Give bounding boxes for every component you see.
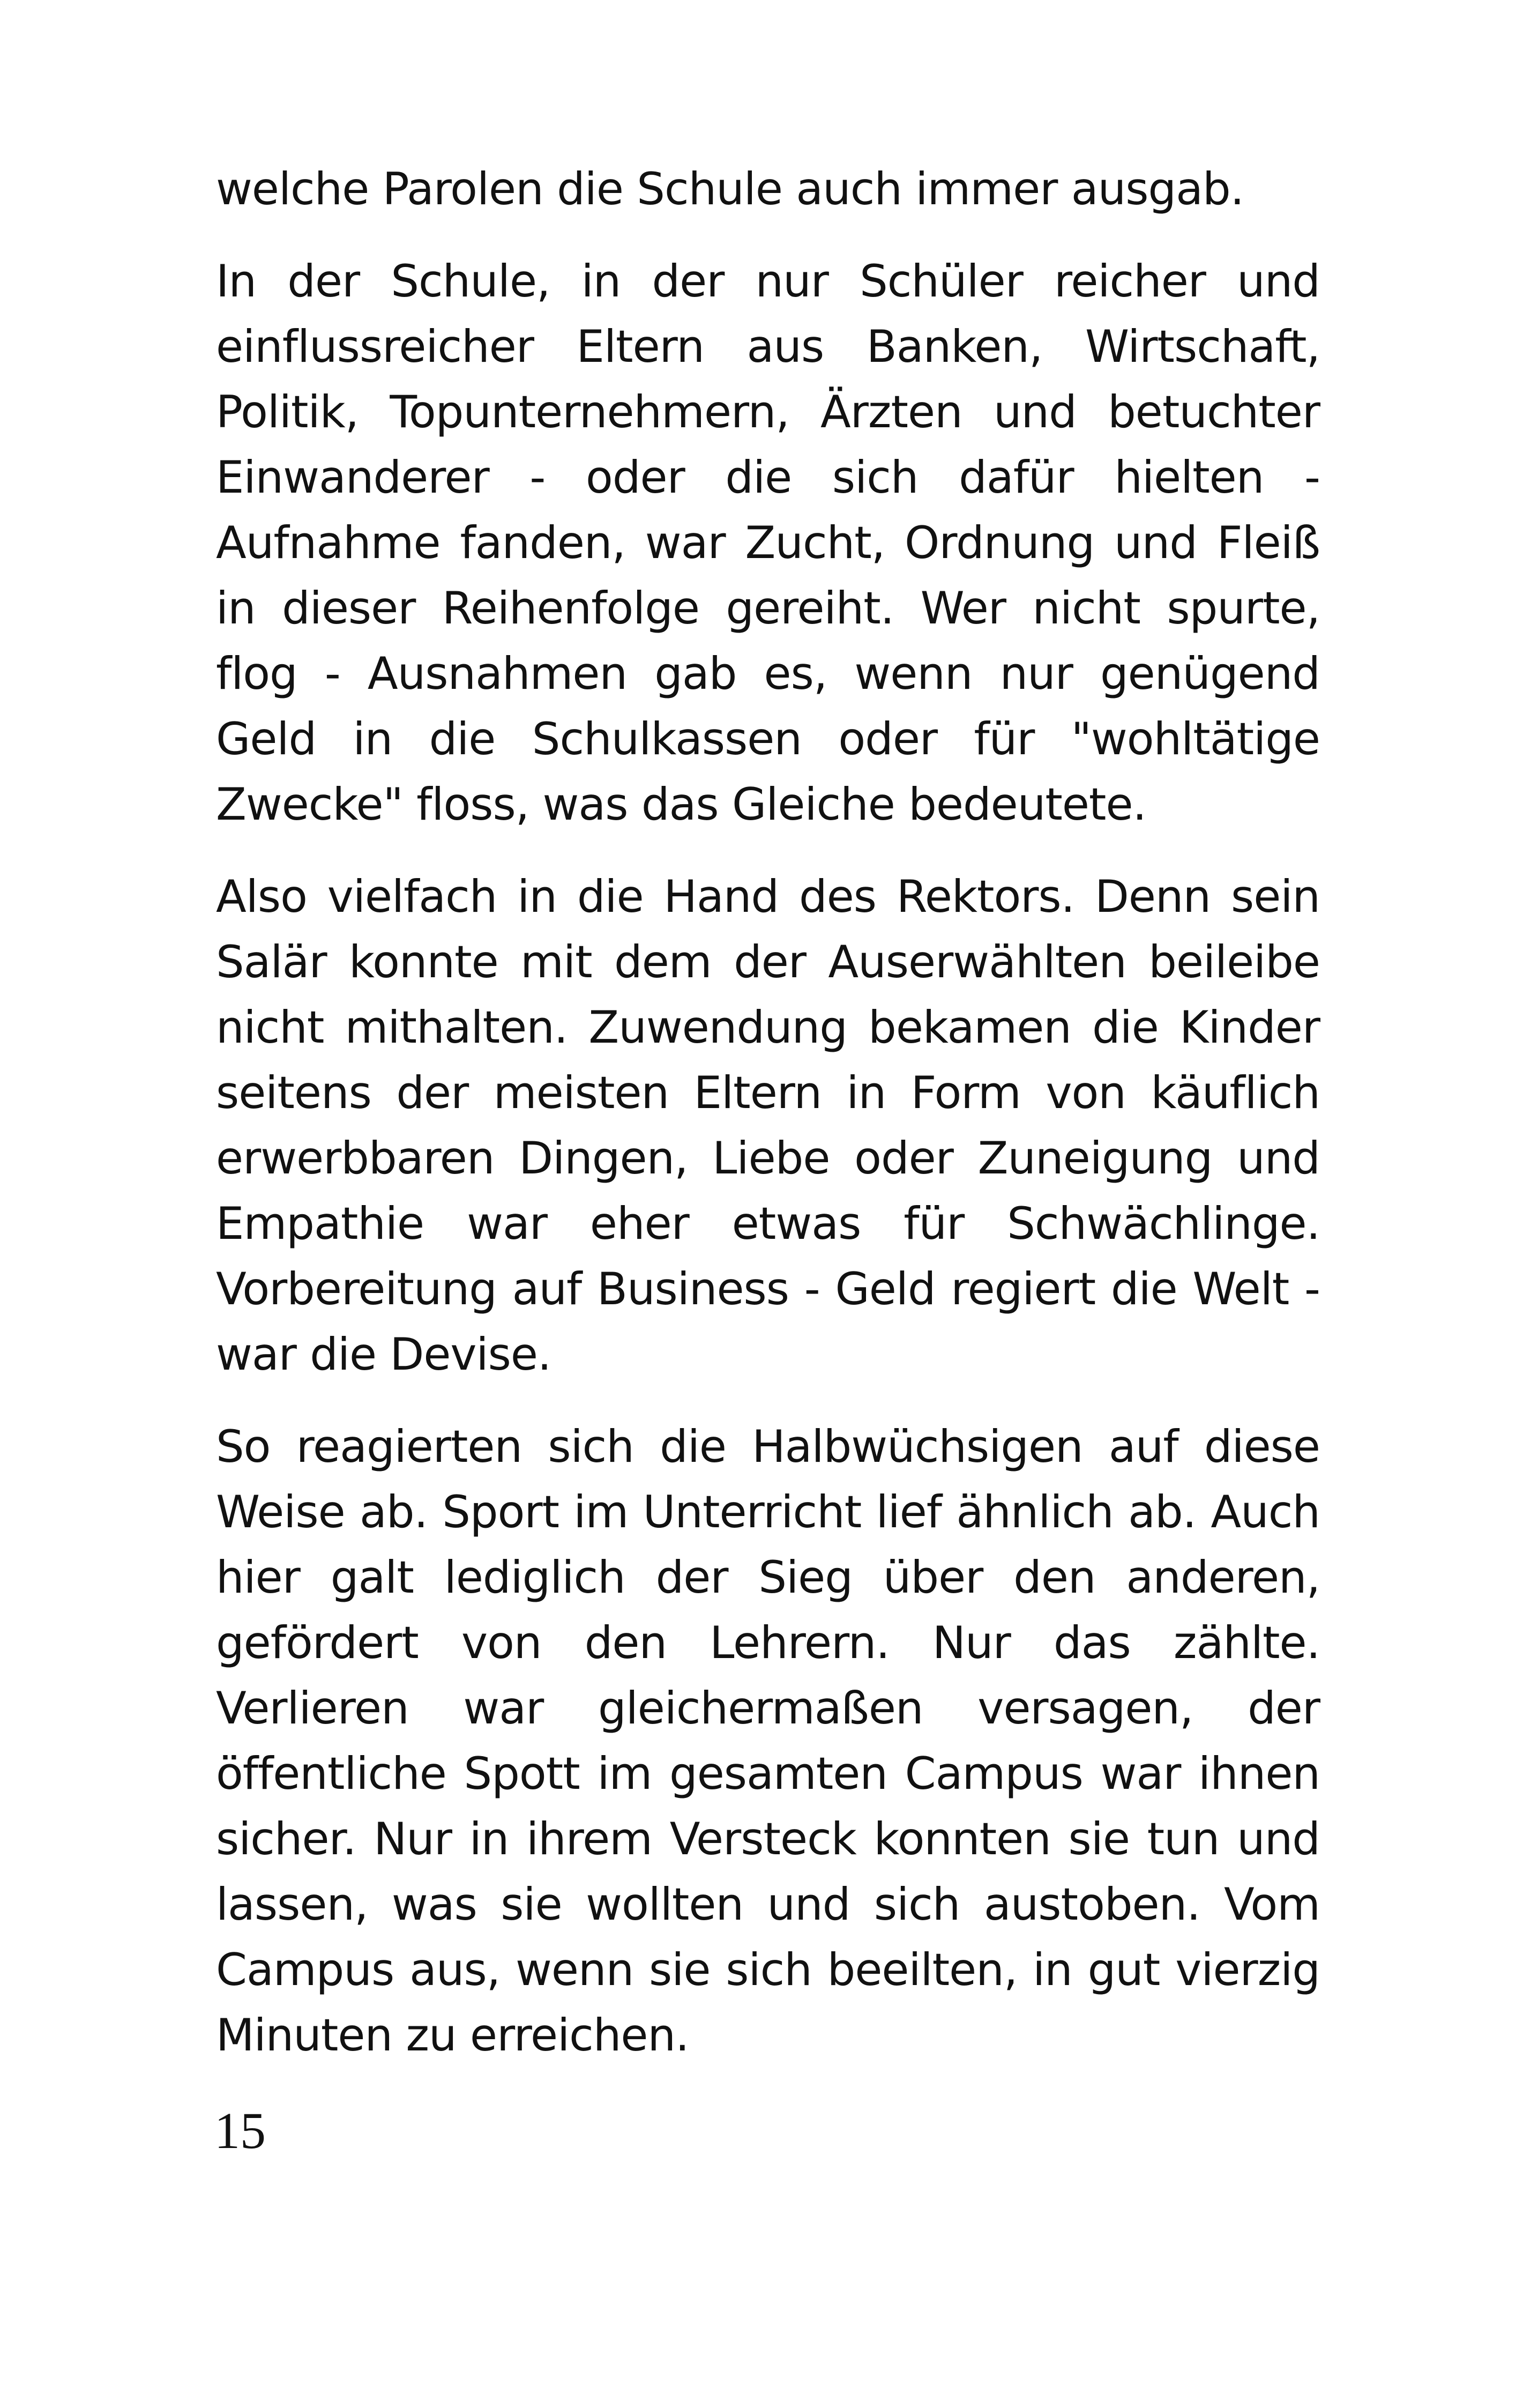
paragraph-1: welche Parolen die Schule auch immer ausgab. — [216, 163, 1244, 215]
paragraph-4: So reagierten sich die Halbwüchsigen auf diese Weise ab. Sport im Unterricht lief ähnlich ab. Auch hier galt lediglich der Sieg über den anderen, gefördert von den Lehrern. Nur das zählte. Verlieren war gleichermaßen versagen, der öffentliche Spott im gesamten Campus war ihnen sicher. Nur in ihrem Versteck konnten sie tun und lassen, was sie wollten und sich austoben. Vom Campus aus, wenn sie sich beeilten, in gut vierzig Minuten zu erreichen. — [216, 1421, 1320, 2061]
paragraph-2: In der Schule, in der nur Schüler reicher und einflussreicher Eltern aus Banken, Wirtschaft, Politik, Topunternehmern, Ärzten und betuchter Einwanderer - oder die sich dafür hielten - Aufnahme fanden, war Zucht, Ordnung und Fleiß in dieser Reihenfolge gereiht. Wer nicht spurte, flog - Ausnahmen gab es, wenn nur genügend Geld in die Schulkassen oder für "wohltätige Zwecke" floss, was das Gleiche bedeutete. — [216, 255, 1320, 830]
body-text — [216, 157, 1320, 2095]
page-number: 15 — [214, 2102, 266, 2159]
paragraph-3: Also vielfach in die Hand des Rektors. Denn sein Salär konnte mit dem der Auserwählten beileibe nicht mithalten. Zuwendung bekamen die Kinder seitens der meisten Eltern in Form von käuflich erwerbbaren Dingen, Liebe oder Zuneigung und Empathie war eher etwas für Schwächlinge. Vorbereitung auf Business - Geld regiert die Welt - war die Devise. — [216, 871, 1320, 1380]
